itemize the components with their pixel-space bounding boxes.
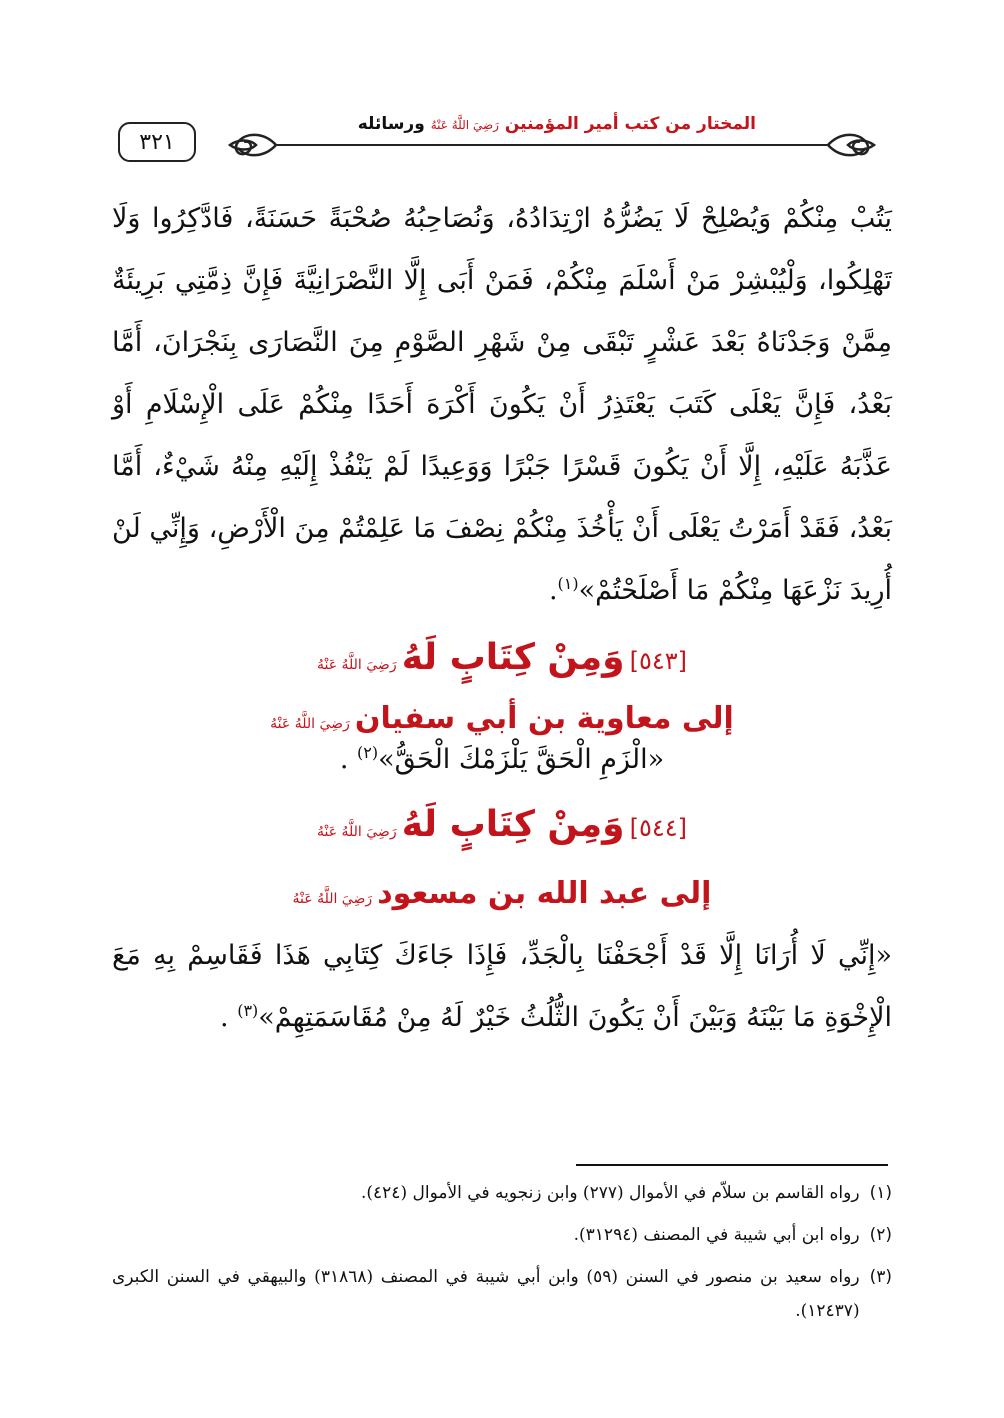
paragraph-text: يَتُبْ مِنْكُمْ وَيُصْلِحْ لَا يَضُرُّهُ ارْتِدَادُهُ، وَنُصَاحِبُهُ صُحْبَةً حَسَنَةً، فَادَّكِرُوا وَلَا تَهْلِكُوا، وَلْيُبْشِرْ مَنْ أَسْلَمَ مِنْكُمْ، فَمَنْ أَبَى إِلَّا النَّصْرَانِيَّةَ فَإِنَّ ذِمَّتِي بَرِيئَةٌ مِمَّنْ وَجَدْنَاهُ بَعْدَ عَشْرٍ تَبْقَى مِنْ شَهْرِ الصَّوْمِ مِنَ النَّصَارَى بِنَجْرَانَ، أَمَّا بَعْدُ، فَإِنَّ يَعْلَى كَتَبَ يَعْتَذِرُ أَنْ يَكُونَ أَكْرَهَ أَحَدًا مِنْكُمْ عَلَى الْإِسْلَامِ أَوْ عَذَّبَهُ عَلَيْهِ، إِلَّا أَنْ يَكُونَ قَسْرًا جَبْرًا وَوَعِيدًا لَمْ يَنْفُذْ إِلَيْهِ مِنْهُ شَيْءٌ، أَمَّا بَعْدُ، فَقَدْ أَمَرْتُ يَعْلَى أَنْ يَأْخُذَ مِنْكُمْ نِصْفَ مَا عَلِمْتُمْ مِنَ الْأَرْضِ، وَإِنِّي لَنْ أُرِيدَ نَزْعَهَا مِنْكُمْ مَا أَصْلَحْتُمْ» [112, 203, 892, 606]
letter-honorific: رَضِيَ اللَّهُ عَنْهُ [316, 824, 397, 841]
page-content [112, 188, 892, 1049]
footnote-text: رواه القاسم بن سلاّم في الأموال (٢٧٧) وابن زنجويه في الأموال (٤٢٤). [361, 1183, 860, 1203]
quote-text: «إِنِّي لَا أُرَانَا إِلَّا قَدْ أَجْحَفْنَا بِالْجَدِّ، فَإِذَا جَاءَكَ كِتَابِي هَذَا فَقَاسِمْ بِهِ مَعَ الْإِخْوَةِ مَا بَيْنَهُ وَبَيْنَ أَنْ يَكُونَ الثُّلُثُ خَيْرٌ لَهُ مِنْ مُقَاسَمَتِهِمْ» [112, 940, 892, 1034]
letter-text-paragraph [112, 188, 892, 622]
header-title-suffix: ورسائله [357, 114, 425, 134]
footnote-text: رواه سعيد بن منصور في السنن (٥٩) وابن أبي شيبة في المصنف (٣١٨٦٨) والبيهقي في السنن الكبرى (١٢٤٣٧). [112, 1267, 860, 1321]
footnote-item [112, 1218, 892, 1252]
footnote-item [112, 1260, 892, 1328]
header-title [358, 114, 756, 134]
running-header [118, 112, 888, 172]
quote-text: «الْزَمِ الْحَقَّ يَلْزَمْكَ الْحَقُّ» [378, 744, 665, 776]
letter-heading [112, 636, 892, 679]
footnote-number: (١) [869, 1183, 892, 1203]
letter-title: وَمِنْ كِتَابٍ لَهُ [401, 637, 625, 678]
footnote-ref[interactable]: (٢) [357, 743, 379, 763]
recipient-honorific: رَضِيَ اللَّهُ عَنْهُ [270, 716, 350, 733]
header-title-prefix: المختار من كتب أمير المؤمنين [504, 114, 756, 134]
letter-heading [112, 803, 892, 846]
letter-quote [112, 744, 892, 775]
letter-number: [٥٤٤] [629, 814, 688, 843]
quote-end-mark: . [220, 1002, 229, 1034]
recipient-honorific: رَضِيَ اللَّهُ عَنْهُ [292, 891, 373, 908]
footnote-number: (٢) [869, 1225, 892, 1245]
recipient-name: إلى عبد الله بن مسعود [377, 876, 712, 912]
page-number: ٣٢١ [118, 122, 196, 162]
letter-honorific: رَضِيَ اللَّهُ عَنْهُ [316, 657, 397, 673]
letter-title: وَمِنْ كِتَابٍ لَهُ [401, 804, 625, 846]
recipient-name: إلى معاوية بن أبي سفيان [354, 701, 734, 737]
letter-text-paragraph [112, 925, 892, 1049]
footnotes [112, 1176, 892, 1336]
letter-recipient [112, 876, 892, 911]
footnote-text: رواه ابن أبي شيبة في المصنف (٣١٢٩٤). [573, 1225, 860, 1245]
footnote-item [112, 1176, 892, 1210]
footnote-number: (٣) [869, 1267, 892, 1287]
quote-end-mark: . [339, 744, 349, 776]
footnote-divider [576, 1164, 888, 1166]
paragraph-end-mark: . [548, 575, 558, 606]
footnote-ref[interactable]: (١) [557, 574, 579, 593]
footnote-ref[interactable]: (٣) [237, 1001, 259, 1021]
header-honorific: رَضِيَ اللَّهُ عَنْهُ [430, 118, 499, 132]
letter-recipient [112, 701, 892, 736]
letter-number: [٥٤٣] [629, 647, 688, 675]
